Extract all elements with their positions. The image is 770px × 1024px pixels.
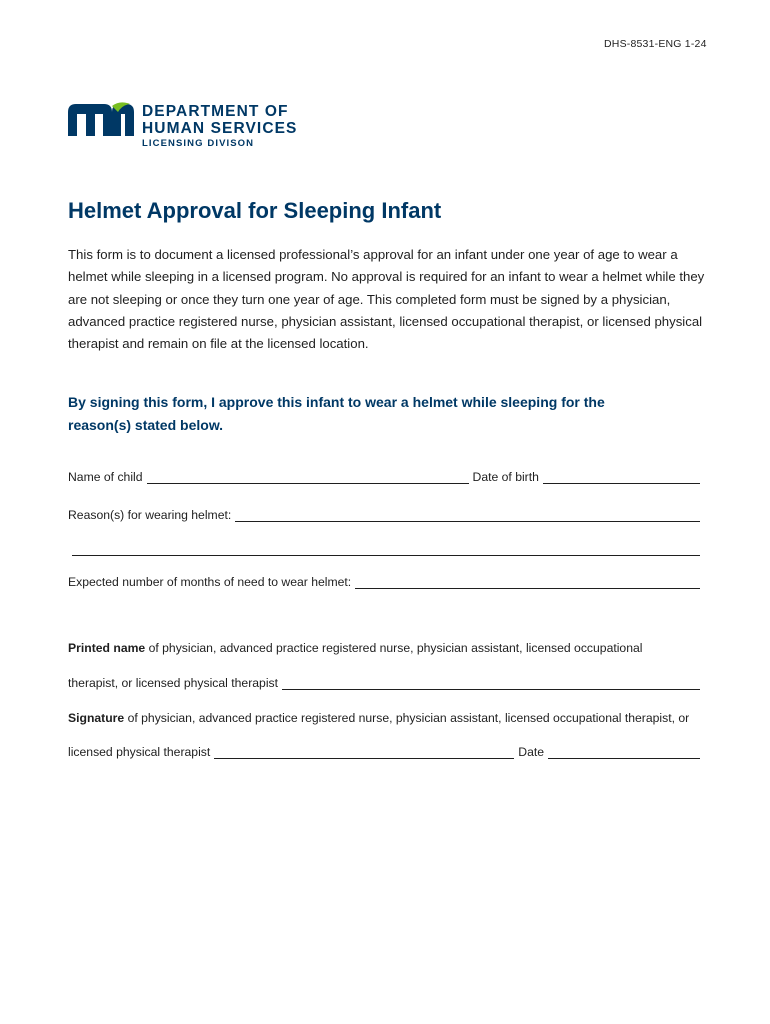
reasons-row-2	[68, 543, 700, 556]
printed-name-row	[68, 676, 700, 690]
printed-name-instruction	[68, 641, 708, 655]
reasons-row	[68, 508, 700, 522]
logo-line2: HUMAN SERVICES	[142, 120, 298, 137]
approval-statement: By signing this form, I approve this infant to wear a helmet while sleeping for the reason(s) stated below.	[68, 394, 605, 433]
form-title: Helmet Approval for Sleeping Infant	[68, 198, 442, 223]
printed-name-rest: of physician, advanced practice registered nurse, physician assistant, licensed occupational	[145, 641, 643, 655]
months-label: Expected number of months of need to wear helmet:	[68, 575, 352, 589]
months-field[interactable]	[355, 576, 700, 589]
child-name-field[interactable]	[147, 471, 469, 484]
signature-label: licensed physical therapist	[68, 745, 211, 759]
intro-paragraph: This form is to document a licensed professional’s approval for an infant under one year of age to wear a helmet while sleeping in a licensed program. No approval is required for an infant to wear a helmet while they are not sleeping or once they turn one year of age. This completed form must be signed by a physician, advanced practice registered nurse, physician assistant, licensed occupational therapist, or licensed physical therapist and remain on file at the licensed location.	[68, 247, 705, 352]
signature-instruction	[68, 711, 708, 725]
dhs-logo	[68, 102, 318, 152]
reasons-field-line2[interactable]	[72, 543, 700, 556]
child-name-label: Name of child	[68, 470, 143, 484]
mn-logo-icon	[68, 102, 134, 136]
date-field[interactable]	[548, 746, 700, 759]
signature-rest: of physician, advanced practice registered nurse, physician assistant, licensed occupational therapist, or	[124, 711, 690, 725]
signature-field[interactable]	[214, 746, 514, 759]
printed-name-bold: Printed name	[68, 641, 146, 655]
form-code: DHS-8531-ENG 1-24	[604, 38, 707, 50]
dob-field[interactable]	[543, 471, 700, 484]
months-row	[68, 575, 700, 589]
child-info-row	[68, 470, 700, 484]
date-label: Date	[518, 745, 545, 759]
printed-name-label: therapist, or licensed physical therapist	[68, 676, 279, 690]
signature-row	[68, 745, 700, 759]
logo-line1: DEPARTMENT OF	[142, 103, 289, 120]
signature-bold: Signature	[68, 711, 125, 725]
reasons-label: Reason(s) for wearing helmet:	[68, 508, 232, 522]
dob-label: Date of birth	[472, 470, 539, 484]
printed-name-field[interactable]	[282, 677, 700, 690]
logo-subtitle: LICENSING DIVISON	[142, 138, 255, 149]
reasons-field[interactable]	[235, 509, 700, 522]
